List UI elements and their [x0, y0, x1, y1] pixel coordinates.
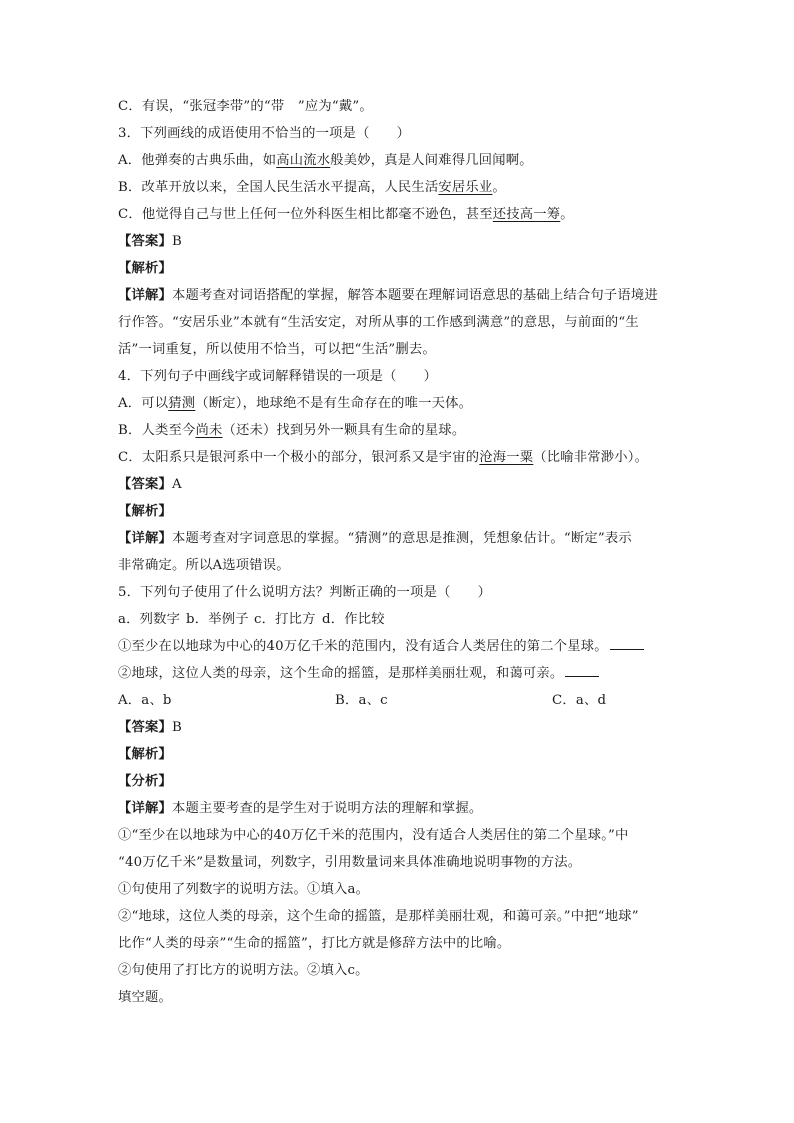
q4-stem: 4．下列句子中画线字或词解释错误的一项是（ ）: [118, 369, 438, 384]
q4-option-c: C．太阳系只是银河系中一个极小的部分，银河系又是宇宙的沧海一粟（比喻非常渺小）。: [118, 450, 649, 465]
q4-detail-1: 【详解】本题考查对字词意思的掌握。“猜测”的意思是推测，凭想象估计。“断定”表示: [118, 531, 632, 546]
q5-fenxi-tag: 【分析】: [118, 774, 172, 789]
detail-tag: 【详解】: [118, 801, 172, 816]
answer-value: B: [172, 234, 182, 249]
q5-stem: 5．下列句子使用了什么说明方法？判断正确的一项是（ ）: [118, 585, 492, 600]
underlined-word: 尚未: [195, 423, 223, 438]
q4-option-a: A．可以猜测（断定），地球绝不是有生命存在的唯一天体。: [118, 396, 473, 411]
underlined-idiom: 还技高一筹: [492, 207, 561, 222]
answer-value: B: [172, 720, 182, 735]
answer-tag: 【答案】: [118, 477, 172, 492]
q4-answer: [118, 471, 680, 498]
answer-value: A: [172, 477, 182, 492]
q3-option-c: C．他觉得自己与世上任何一位外科医生相比都毫不逊色，甚至还技高一筹。: [118, 207, 574, 222]
underlined-idiom: 高山流水: [276, 153, 331, 168]
q5-options: [118, 687, 680, 714]
underlined-word: 沧海一粟: [479, 450, 534, 465]
q5-question-type: 填空题。: [118, 990, 172, 1005]
q3-option-b: B．改革开放以来，全国人民生活水平提高，人民生活安居乐业。: [118, 180, 506, 195]
q5-choices: [118, 606, 680, 633]
q2-option-c: C．有误，“张冠李带”的“带 ”应为“戴”。: [118, 99, 373, 114]
q5-sentence-2: ②地球，这位人类的母亲，这个生命的摇篮，是那样美丽壮观，和蔼可亲。: [118, 660, 680, 687]
q5-analysis-tag: 【解析】: [118, 747, 172, 762]
q3-answer: [118, 228, 680, 255]
q5-detail-5: ②“地球，这位人类的母亲，这个生命的摇篮，是那样美丽壮观，和蔼可亲。”中把“地球”: [118, 909, 639, 924]
choice-d: d．作比较: [322, 612, 385, 627]
q5-option-b: B．a、c: [335, 693, 388, 708]
document-page: [118, 93, 680, 1011]
q4-option-b: B．人类至今尚未（还未）找到另外一颗具有生命的星球。: [118, 423, 466, 438]
q5-answer: [118, 714, 680, 741]
detail-tag: 【详解】: [118, 531, 172, 546]
q5-sentence-1: ①至少在以地球为中心的40万亿千米的范围内，没有适合人类居住的第二个星球。: [118, 633, 680, 660]
q3-option-a: A．他弹奏的古典乐曲，如高山流水般美妙，真是人间难得几回闻啊。: [118, 153, 533, 168]
underlined-word: 猜测: [168, 396, 196, 411]
detail-tag: 【详解】: [118, 288, 172, 303]
choice-a: a．列数字: [118, 612, 181, 627]
q4-analysis-tag: 【解析】: [118, 504, 172, 519]
q5-option-c: C．a、d: [552, 693, 607, 708]
q5-option-a: A．a、b: [118, 693, 172, 708]
q4-detail-2: 非常确定。所以A选项错误。: [118, 558, 290, 573]
q5-detail-1: 【详解】本题主要考查的是学生对于说明方法的理解和掌握。: [118, 801, 483, 816]
answer-blank[interactable]: [565, 662, 599, 677]
answer-tag: 【答案】: [118, 234, 172, 249]
choice-c: c．打比方: [254, 612, 316, 627]
answer-tag: 【答案】: [118, 720, 172, 735]
q3-detail-1: 【详解】本题考查对词语搭配的掌握，解答本题要在理解词语意思的基础上结合句子语境进: [118, 288, 658, 303]
q3-analysis-tag: 【解析】: [118, 261, 172, 276]
q5-detail-4: ①句使用了列数字的说明方法。①填入a。: [118, 882, 370, 897]
choice-b: b．举例子: [186, 612, 249, 627]
q5-detail-6: 比作“人类的母亲”“生命的摇篮”，打比方就是修辞方法中的比喻。: [118, 936, 511, 951]
q5-detail-2: ①“至少在以地球为中心的40万亿千米的范围内，没有适合人类居住的第二个星球。”中: [118, 828, 629, 843]
q3-detail-2: 行作答。“安居乐业”本就有“生活安定，对所从事的工作感到满意”的意思，与前面的“生: [118, 315, 639, 330]
answer-blank[interactable]: [610, 635, 644, 650]
q5-detail-7: ②句使用了打比方的说明方法。②填入c。: [118, 963, 369, 978]
q5-detail-3: “40万亿千米”是数量词，列数字，引用数量词来具体准确地说明事物的方法。: [118, 855, 582, 870]
q3-detail-3: 活”一词重复，所以使用不恰当，可以把“生活”删去。: [118, 342, 436, 357]
q3-stem: 3．下列画线的成语使用不恰当的一项是（ ）: [118, 126, 411, 141]
underlined-idiom: 安居乐业: [438, 180, 493, 195]
